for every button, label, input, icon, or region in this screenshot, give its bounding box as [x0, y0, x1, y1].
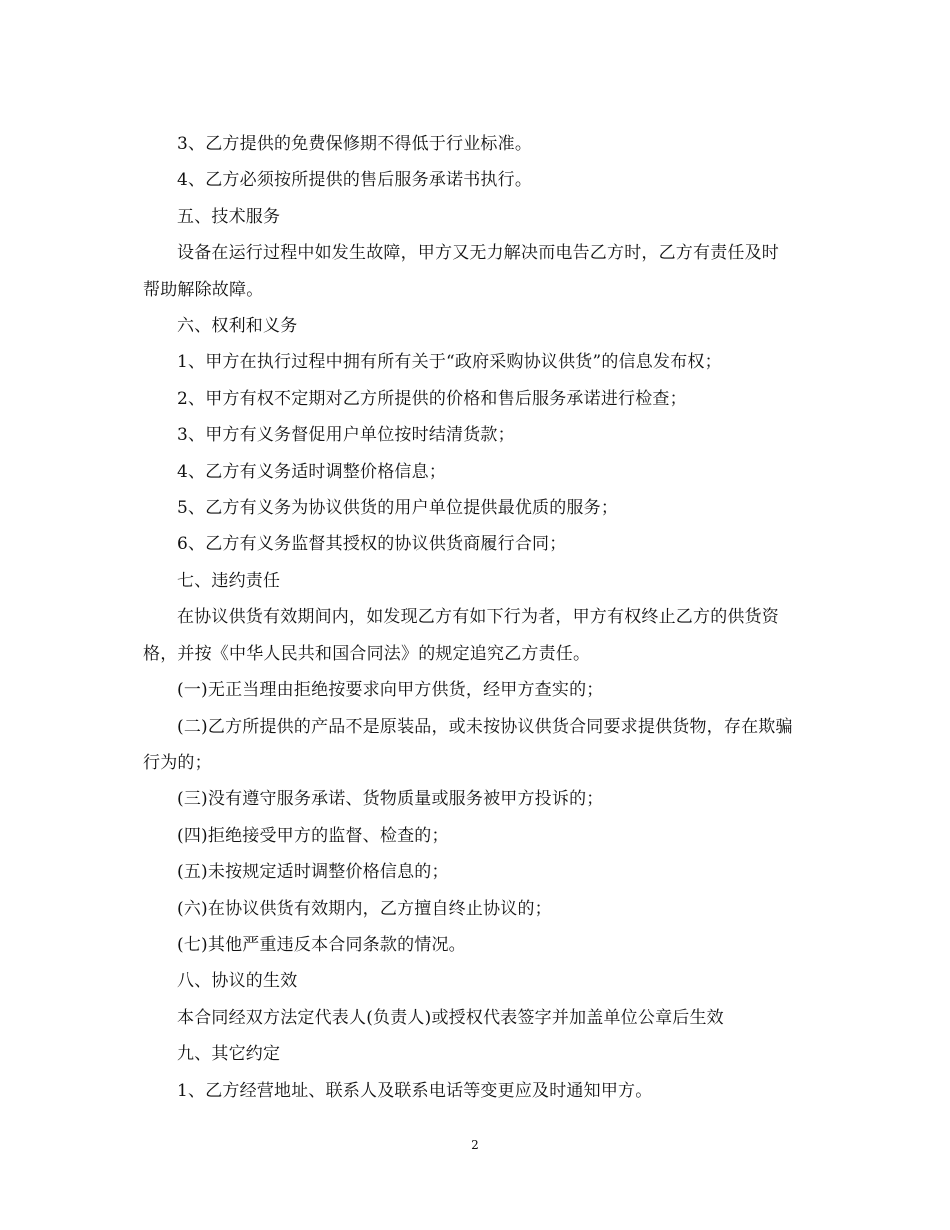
paragraph: (五)未按规定适时调整价格信息的；: [177, 862, 449, 883]
paragraph: (四)拒绝接受甲方的监督、检查的；: [177, 825, 449, 846]
paragraph: 3、乙方提供的免费保修期不得低于行业标准。: [177, 134, 533, 154]
paragraph: 4、乙方有义务适时调整价格信息；: [177, 461, 447, 482]
section-heading: 九、其它约定: [177, 1044, 281, 1065]
paragraph: 6、乙方有义务监督其授权的协议供货商履行合同；: [177, 534, 567, 555]
paragraph: (七)其他严重违反本合同条款的情况。: [177, 934, 466, 955]
paragraph: 4、乙方必须按所提供的售后服务承诺书执行。: [177, 170, 533, 191]
paragraph: 2、甲方有权不定期对乙方所提供的价格和售后服务承诺进行检查；: [177, 388, 687, 409]
paragraph: (一)无正当理由拒绝按要求向甲方供货，经甲方查实的；: [177, 680, 604, 701]
page-number: 2: [471, 1138, 479, 1152]
section-heading: 五、技术服务: [177, 206, 281, 227]
paragraph: 设备在运行过程中如发生故障，甲方又无力解决而电告乙方时，乙方有责任及时帮助解除故障。: [143, 243, 779, 300]
section-heading: 六、权利和义务: [177, 316, 298, 337]
paragraph: (二)乙方所提供的产品不是原装品，或未按协议供货合同要求提供货物，存在欺骗行为的；: [143, 716, 793, 773]
paragraph: 在协议供货有效期间内，如发现乙方有如下行为者，甲方有权终止乙方的供货资格，并按《中华人民共和国合同法》的规定追究乙方责任。: [143, 607, 779, 664]
section-heading: 八、协议的生效: [177, 971, 298, 992]
document-body: [143, 126, 795, 1109]
section-heading: 七、违约责任: [177, 570, 281, 591]
paragraph: 5、乙方有义务为协议供货的用户单位提供最优质的服务；: [177, 498, 619, 519]
paragraph: 3、甲方有义务督促用户单位按时结清货款；: [177, 425, 515, 446]
paragraph: 1、甲方在执行过程中拥有所有关于“政府采购协议供货”的信息发布权；: [177, 352, 722, 373]
paragraph: 1、乙方经营地址、联系人及联系电话等变更应及时通知甲方。: [177, 1080, 653, 1101]
paragraph: (六)在协议供货有效期内，乙方擅自终止协议的；: [177, 898, 552, 919]
paragraph: (三)没有遵守服务承诺、货物质量或服务被甲方投诉的；: [177, 789, 604, 810]
paragraph: 本合同经双方法定代表人(负责人)或授权代表签字并加盖单位公章后生效: [177, 1007, 724, 1028]
